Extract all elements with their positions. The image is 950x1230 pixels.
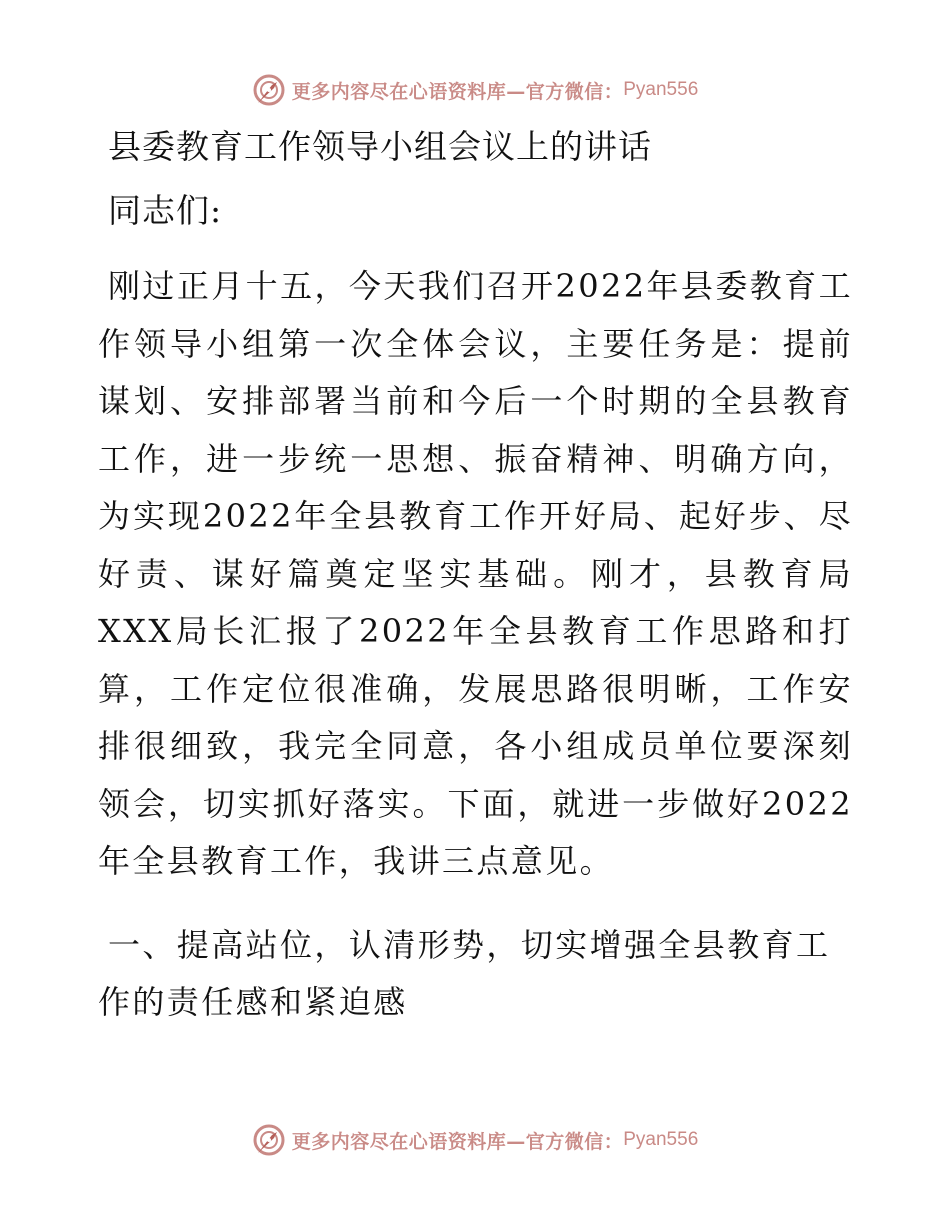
watermark-text: 更多内容尽在心语资料库—官方微信：	[291, 80, 624, 103]
body-paragraph: 刚过正月十五，今天我们召开2022年县委教育工作领导小组第一次全体会议，主要任务是：提前谋划、安排部署当前和今后一个时期的全县教育工作，进一步统一思想、振奋精神、明确方向，为实现2022年全县教育工作开好局、起好步、尽好责、谋好篇奠定坚实基础。刚才，县教育局XXX局长汇报了2022年全县教育工作思路和打算，工作定位很准确，发展思路很明晰，工作安排很细致，我完全同意，各小组成员单位要深刻领会，切实抓好落实。下面，就进一步做好2022年全县教育工作，我讲三点意见。	[98, 267, 853, 880]
document-title: 县委教育工作领导小组会议上的讲话	[108, 127, 652, 166]
document-body	[98, 120, 853, 1032]
watermark-text: 更多内容尽在心语资料库—官方微信：	[291, 1130, 624, 1153]
header-watermark	[0, 70, 950, 110]
footer-watermark	[0, 1120, 950, 1160]
watermark-id: Pyan556	[623, 1129, 699, 1150]
pen-logo-icon	[252, 1123, 286, 1157]
greeting: 同志们:	[108, 191, 223, 230]
section-heading: 一、提高站位，认清形势，切实增强全县教育工作的责任感和紧迫感	[98, 925, 831, 1021]
watermark-id: Pyan556	[623, 79, 699, 100]
pen-logo-icon	[252, 73, 286, 107]
